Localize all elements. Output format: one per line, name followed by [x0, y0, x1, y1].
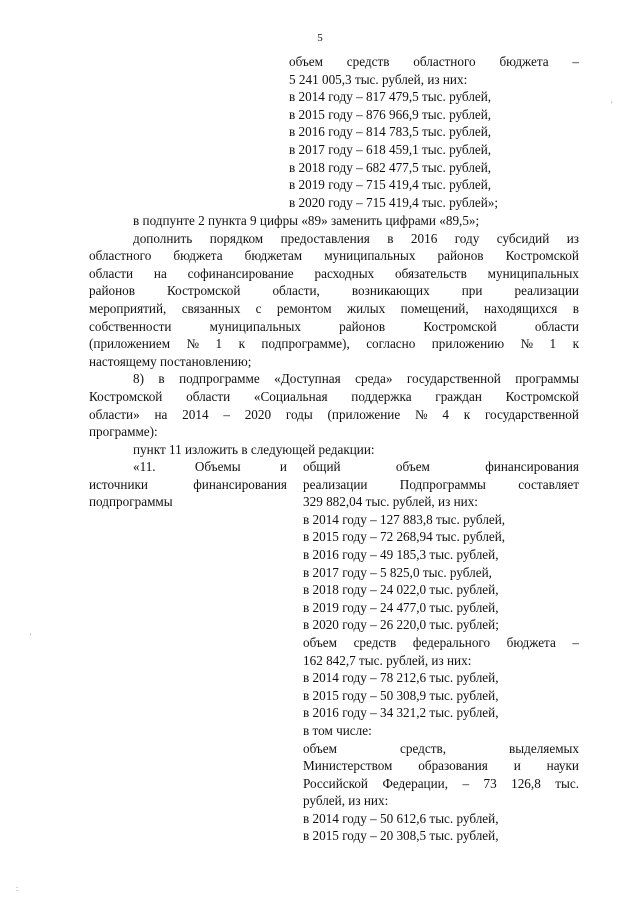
ministry-year-line: в 2015 году – 20 308,5 тыс. рублей,: [303, 828, 499, 844]
regional-budget-year-line: в 2019 году – 715 419,4 тыс. рублей,: [289, 177, 492, 193]
total-year-line: в 2017 году – 5 825,0 тыс. рублей,: [303, 564, 492, 580]
regional-budget-year-line: в 2020 году – 715 419,4 тыс. рублей»;: [289, 194, 499, 210]
federal-year-line: в 2014 году – 78 212,6 тыс. рублей,: [303, 670, 499, 686]
paragraph-subsidy-procedure: дополнить порядком предоставления в 2016 году субсидий из областного бюджета бюджетам муниципальных районов Костромской области на софинансирование расходных обязательств муниципальных районов Костромской области, возникающих при реализации мероприятий, связанных с ремонтом жилых помещений, находящихся в собственности муниципальных районов Костромской области (приложением № 1 к подпрограмме), согласно приложению № 1 к настоящему постановлению;: [89, 230, 579, 369]
federal-year-line: в 2015 году – 50 308,9 тыс. рублей,: [303, 687, 499, 703]
paragraph-subpoint-change: в подпунте 2 пункта 9 цифры «89» заменить цифрами «89,5»;: [133, 213, 480, 228]
federal-year-line: в 2016 году – 34 321,2 тыс. рублей,: [303, 705, 499, 721]
paragraph-point-11-intro: пункт 11 изложить в следующей редакции:: [133, 441, 375, 457]
regional-budget-year-line: в 2017 году – 618 459,1 тыс. рублей,: [289, 141, 492, 157]
total-year-line: в 2016 году – 49 185,3 тыс. рублей,: [303, 546, 499, 562]
regional-budget-year-line: в 2016 году – 814 783,5 тыс. рублей,: [289, 124, 492, 140]
main-text: [89, 212, 579, 458]
including-label: в том числе:: [303, 722, 372, 738]
table-left-cell: «11. Объемы и источники финансирования подпрограммы: [89, 459, 287, 510]
paragraph-subprogram-accessible: 8) в подпрограмме «Доступная среда» государственной программы Костромской области «Социальная поддержка граждан Костромской области» на 2014 – 2020 годы (приложение № 4 к государственной программе):: [89, 371, 579, 440]
regional-budget-year-line: в 2014 году – 817 479,5 тыс. рублей,: [289, 89, 492, 105]
total-year-line: в 2018 году – 24 022,0 тыс. рублей,: [303, 582, 499, 598]
total-year-line: в 2020 году – 26 220,0 тыс. рублей;: [303, 617, 499, 633]
regional-budget-total: 5 241 005,3 тыс. рублей, из них:: [289, 71, 468, 87]
regional-budget-heading: объем средств областного бюджета –: [289, 54, 579, 69]
total-year-line: в 2015 году – 72 268,94 тыс. рублей,: [303, 529, 506, 545]
regional-budget-block: [289, 53, 579, 211]
ministry-year-line: в 2014 году – 50 612,6 тыс. рублей,: [303, 810, 499, 826]
total-year-line: в 2014 году – 127 883,8 тыс. рублей,: [303, 511, 506, 527]
table-right-cell: общий объем финансирования реализации Подпрограммы составляет 329 882,04 тыс. рублей, из них: в 2014 году – 127 883,8 тыс. рублей, в 2015 году – 72 268,94 тыс. рублей, в 2016 году – 49 185,3 тыс. рублей, в 2017 году – 5 825,0 тыс. рублей, в 2018 году – 24 022,0 тыс. рублей, в 2019 году – 24 477,0 тыс. рублей, в 2020 году – 26 220,0 тыс. рублей; объем средств федерального бюджета – 162 842,7 тыс. рублей, из них: в 2014 году – 78 212,6 тыс. рублей, в 2015 году – 50 308,9 тыс. рублей, в 2016 году – 34 321,2 тыс. рублей, в том числе: объем средств, выделяемых Министерством образования и науки Российской Федерации, – 73 126,8 тыс. рублей, из них: в 2014 году – 50 612,6 тыс. рублей, в 2015 году – 20 308,5 тыс. рублей,: [303, 459, 579, 844]
ministry-funds-heading: объем средств, выделяемых: [303, 740, 579, 756]
scan-mark: :: [16, 884, 19, 893]
federal-budget-heading: объем средств федерального бюджета –: [303, 634, 579, 650]
page-number: 5: [317, 32, 323, 44]
regional-budget-year-line: в 2015 году – 876 966,9 тыс. рублей,: [289, 106, 492, 122]
regional-budget-year-line: в 2018 году – 682 477,5 тыс. рублей,: [289, 159, 492, 175]
scan-mark: ': [611, 100, 613, 109]
scan-mark: ': [30, 632, 32, 641]
total-year-line: в 2019 году – 24 477,0 тыс. рублей,: [303, 599, 499, 615]
